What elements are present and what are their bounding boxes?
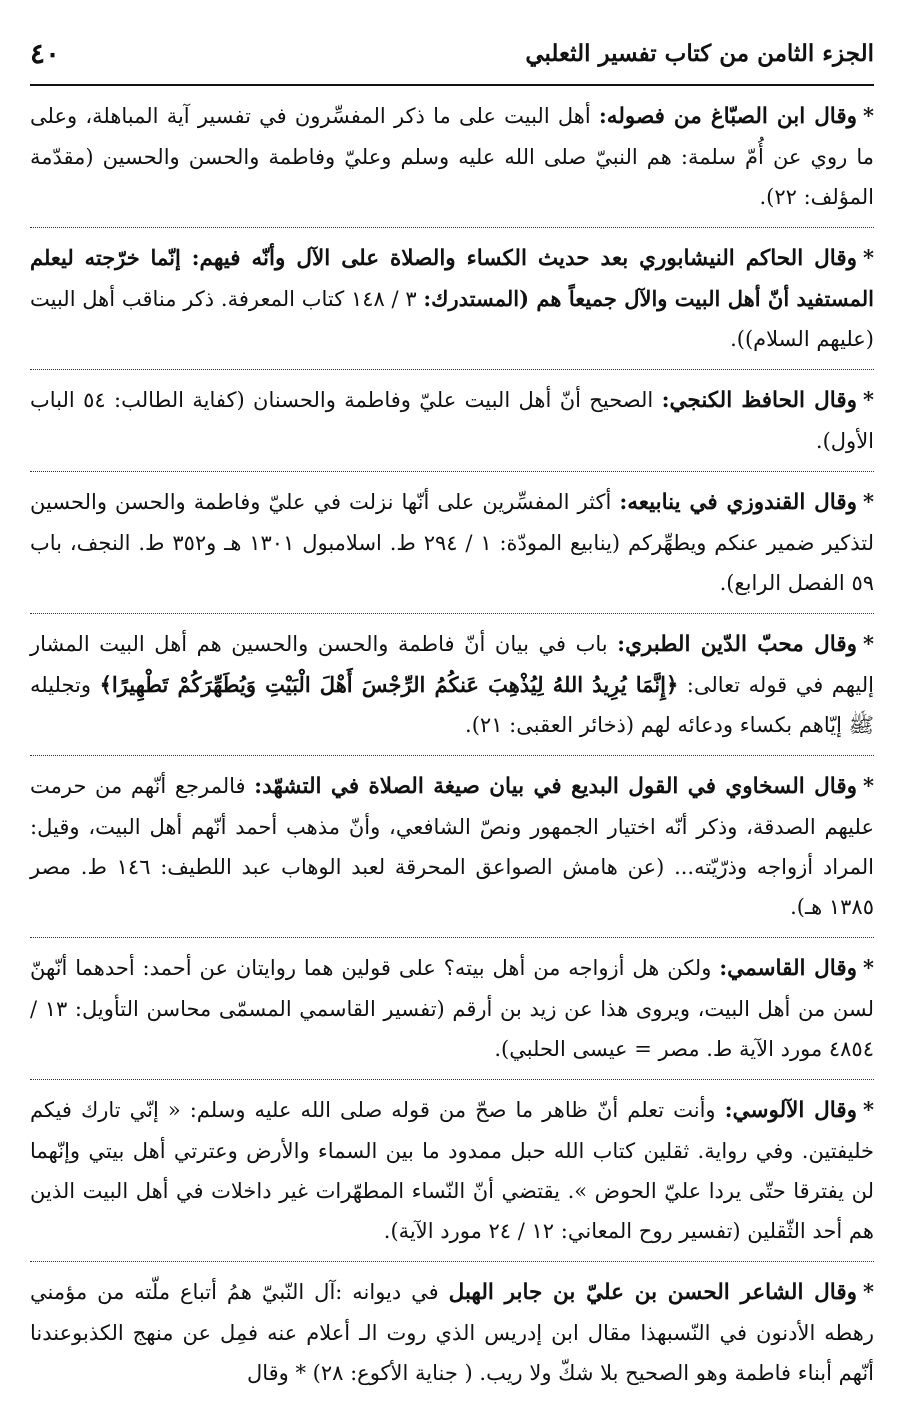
paragraph-lead: وقال الحاكم النيشابوري بعد حديث الكساء والصلاة على الآل وأنّه فيهم:	[191, 246, 858, 271]
running-title: الجزء الثامن من كتاب تفسير الثعلبي	[525, 39, 874, 67]
paragraph-text: الصحيح أنّ أهل البيت عليّ وفاطمة والحسنان (كفاية الطالب: ٥٤ الباب الأول).	[30, 388, 874, 453]
paragraph-text: فالمرجع أنّهم من حرمت عليهم الصدقة، وذكر أنّه اختيار الجمهور ونصّ الشافعي، وأنّ مذهب أحمد أنّهم أهل البيت، وقيل: المراد أزواجه وذرّيّته... (عن هامش الصواعق المحرقة لعبد الوهاب عبد اللطيف: ١٤٦ ط. مصر ١٣٨٥ هـ).	[30, 774, 874, 919]
page-body	[30, 92, 874, 1403]
star-marker: *	[863, 955, 874, 980]
paragraph-text-continued: وتجليله ﷺ إيّاهم بكساء ودعائه لهم (ذخائر العقبى: ٢١).	[30, 673, 874, 737]
quran-verse: ﴿إِنَّمَا يُرِيدُ اللهُ لِيُذْهِبَ عَنكُمُ الرِّجْسَ أَهْلَ الْبَيْتِ وَيُطَهِّرَكُمْ تَطْهِيرًا﴾	[99, 672, 679, 697]
paragraph-al-habal	[30, 1261, 874, 1403]
paragraph-text: باب في بيان أنّ فاطمة والحسن والحسين هم أهل البيت المشار إليهم في قوله تعالى:	[30, 632, 875, 697]
paragraph-lead: وقال ابن الصبّاغ من فصوله:	[598, 104, 858, 129]
paragraph-text: أكثر المفسِّرين على أنّها نزلت في عليّ وفاطمة والحسن والحسين لتذكير ضمير عنكم ويطهِّركم (ينابيع المودّة: ١ / ٢٩٤ ط. اسلامبول ١٣٠١ هـ و٣٥٢ ط. النجف، باب ٥٩ الفصل الرابع).	[30, 490, 875, 595]
star-marker: *	[863, 1279, 874, 1304]
paragraph-lead: وقال الحافظ الكنجي:	[661, 388, 858, 413]
paragraph-bold-text: إنّما خرّجته ليعلم المستفيد أنّ أهل البيت والآل جميعاً هم (المستدرك:	[30, 245, 874, 311]
paragraph-al-sakhawi	[30, 755, 874, 937]
header-rule	[30, 84, 874, 86]
star-marker: *	[863, 1097, 874, 1122]
paragraph-lead: وقال السخاوي في القول البديع في بيان صيغة الصلاة في التشهّد:	[254, 774, 858, 799]
star-marker: *	[863, 773, 874, 798]
paragraph-text: في ديوانه :آل النّبيّ همُ أتباع ملّته من مؤمني رهطه الأدنون في النّسبهذا مقال ابن إدريس الذي روت الـ أعلام عنه فمِل عن منهج الكذبوعندنا أنّهم أبناء فاطمة وهو الصحيح بلا شكّ ولا ريب. ( جناية الأكوع: ٢٨) * وقال	[30, 1280, 874, 1385]
paragraph-text: وأنت تعلم أنّ ظاهر ما صحّ من قوله صلى الله عليه وسلم: « إنّي تارك فيكم خليفتين. وفي رواية. ثقلين كتاب الله حبل ممدود ما بين السماء والأرض وعترتي أهل بيتي وإنّهما لن يفترقا حتّى يردا عليّ الحوض ». يقتضي أنّ النّساء المطهّرات غير داخلات في أهل البيت الذين هم أحد الثّقلين (تفسير روح المعاني: ١٢ / ٢٤ مورد الآية).	[30, 1098, 874, 1243]
paragraph-al-qasimi	[30, 937, 874, 1079]
paragraph-al-alusi	[30, 1079, 874, 1261]
paragraph-al-hakim	[30, 227, 874, 369]
star-marker: *	[863, 631, 874, 656]
page-number: ٤٠	[30, 36, 61, 70]
paragraph-ibn-al-sabbagh	[30, 92, 874, 227]
paragraph-lead: وقال القندوزي في ينابيعه:	[619, 490, 857, 515]
paragraph-al-kanji	[30, 369, 874, 471]
star-marker: *	[863, 103, 875, 128]
star-marker: *	[863, 387, 875, 412]
paragraph-text: ولكن هل أزواجه من أهل بيته؟ على قولين هما روايتان عن أحمد: أحدهما أنّهنّ لسن من أهل البيت، ويروى هذا عن زيد بن أرقم (تفسير القاسمي المسمّى محاسن التأويل: ١٣ / ٤٨٥٤ مورد الآية ط. مصر = عيسى الحلبي).	[30, 956, 874, 1061]
paragraph-lead: وقال محبّ الدّين الطبري:	[617, 632, 858, 657]
paragraph-al-tabari	[30, 613, 874, 755]
paragraph-al-qunduzi	[30, 471, 874, 613]
star-marker: *	[863, 489, 874, 514]
paragraph-lead: وقال الشاعر الحسن بن عليّ بن جابر الهبل	[448, 1280, 857, 1305]
star-marker: *	[863, 245, 874, 270]
paragraph-text: ٣ / ١٤٨ كتاب المعرفة. ذكر مناقب أهل البيت (عليهم السلام)).	[30, 287, 874, 351]
paragraph-text: أهل البيت على ما ذكر المفسِّرون في تفسير آية المباهلة، وعلى ما روي عن أُمّ سلمة: هم النبيّ صلى الله عليه وسلم وعليّ وفاطمة والحسن والحسين (مقدّمة المؤلف: ٢٢).	[30, 104, 874, 209]
page-header	[30, 28, 874, 78]
paragraph-lead: وقال القاسمي:	[719, 956, 858, 981]
paragraph-lead: وقال الآلوسي:	[724, 1098, 858, 1123]
